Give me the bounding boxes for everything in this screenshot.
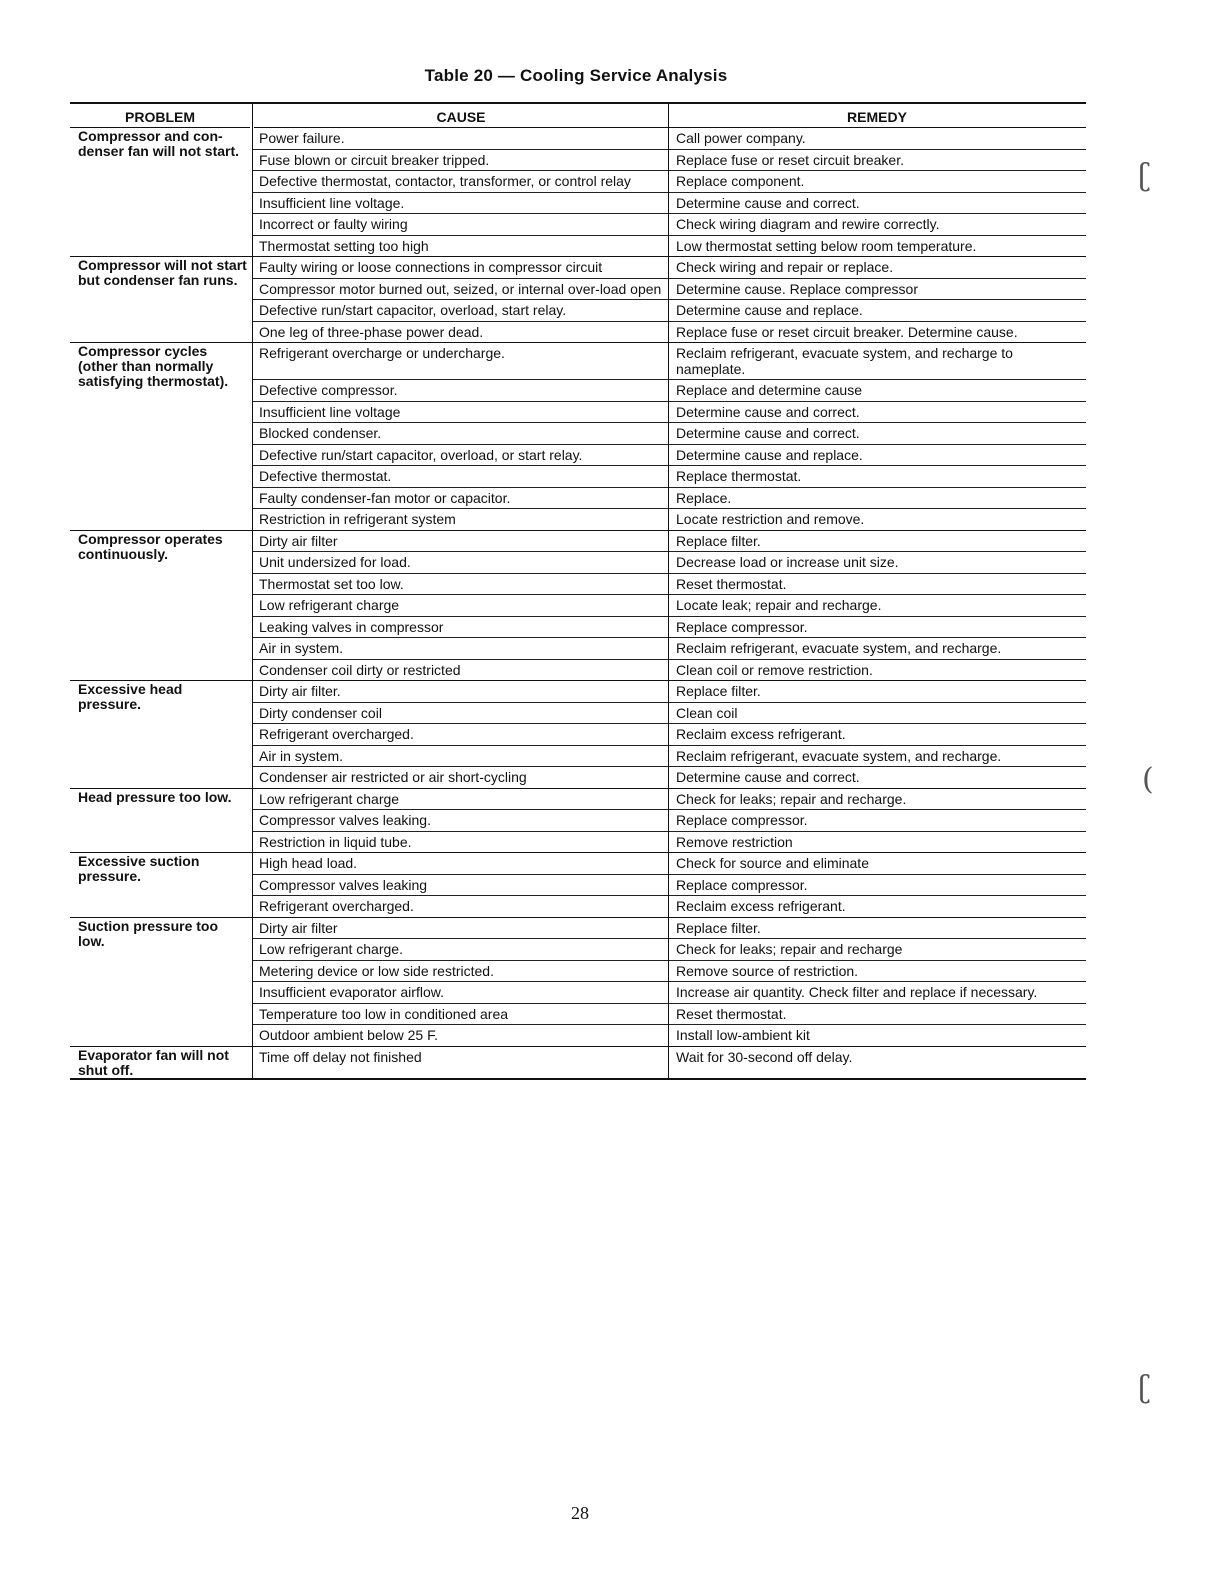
remedy-cell: Low thermostat setting below room temperature. [676,237,977,254]
table-row [252,617,1086,639]
remedy-cell: Replace compressor. [676,618,808,635]
cause-cell: Outdoor ambient below 25 F. [259,1027,438,1043]
cause-cell: Defective run/start capacitor, overload, start relay. [259,302,567,318]
remedy-cell: Determine cause and replace. [676,446,863,463]
remedy-cell: Locate restriction and remove. [676,511,865,527]
problem-group [70,853,1086,918]
remedy-cell: Call power company. [676,130,806,146]
cause-cell: Unit undersized for load. [259,554,411,570]
remedy-cell: Install low-ambient kit [676,1027,810,1043]
cause-cell: Refrigerant overcharged. [259,898,414,914]
table-row [252,322,1086,343]
remedy-cell: Check wiring and repair or replace. [676,259,894,275]
table-row [252,236,1086,257]
table-row [252,810,1086,832]
remedy-cell: Clean coil [676,704,738,721]
cause-cell: Thermostat set too low. [259,575,404,592]
table-row [252,171,1086,193]
remedy-cell: Reclaim refrigerant, evacuate system, and recharge to nameplate. [676,345,1013,377]
cause-cell: Low refrigerant charge. [259,941,403,957]
table-row [252,193,1086,215]
cause-cell: Dirty air filter [259,919,338,936]
table-row [252,380,1086,402]
cause-cell: Defective compressor. [259,382,398,398]
cause-cell: Faulty wiring or loose connections in compressor circuit [259,259,603,275]
cause-cell: One leg of three-phase power dead. [259,323,484,340]
problem-cell: Excessive suction pressure. [78,853,200,884]
cause-cell: Refrigerant overcharge or undercharge. [259,345,505,361]
problem-group [70,128,1086,257]
header-remedy: REMEDY [847,109,907,125]
table-title: Table 20 — Cooling Service Analysis [424,66,728,85]
remedy-cell: Check for source and eliminate [676,855,869,871]
cause-cell: Dirty air filter [259,532,338,549]
cause-cell: Metering device or low side restricted. [259,962,494,979]
cause-cell: Defective run/start capacitor, overload, or start relay. [259,446,583,463]
table-row [252,832,1086,853]
problem-cell: Suction pressure too low. [78,917,219,949]
table-row [252,574,1086,596]
column-divider [668,104,669,1080]
remedy-cell: Remove restriction [676,833,793,850]
cause-cell: Air in system. [259,640,344,656]
cooling-service-table [70,102,1086,1080]
cause-cell: Compressor valves leaking. [259,812,431,828]
table-body [70,128,1086,1080]
problem-cell: Compressor will not start but condenser fan runs. [78,257,247,288]
cause-cell: Insufficient evaporator airflow. [259,984,444,1000]
table-row [252,128,1086,150]
cause-cell: Faulty condenser-fan motor or capacitor. [259,489,511,506]
cause-cell: Air in system. [259,747,344,764]
remedy-cell: Replace fuse or reset circuit breaker. Determine cause. [676,323,1018,340]
remedy-cell: Check for leaks; repair and recharge [676,941,903,957]
cause-cell: Dirty air filter. [259,683,341,699]
remedy-cell: Replace compressor. [676,812,808,828]
problem-group [70,789,1086,854]
remedy-cell: Determine cause and correct. [676,425,860,441]
cause-cell: Restriction in liquid tube. [259,833,412,850]
remedy-cell: Reset thermostat. [676,1005,787,1022]
cause-cell: Refrigerant overcharged. [259,726,414,742]
header-cause: CAUSE [436,109,486,125]
cause-cell: Condenser air restricted or air short-cycling [259,769,527,785]
remedy-cell: Replace thermostat. [676,468,802,484]
table-row [252,1025,1086,1046]
remedy-cell: Reclaim excess refrigerant. [676,898,846,914]
remedy-cell: Replace fuse or reset circuit breaker. [676,151,904,168]
table-row [252,595,1086,617]
table-row [252,214,1086,236]
remedy-cell: Reclaim refrigerant, evacuate system, and recharge. [676,747,1002,764]
table-row [252,257,1086,279]
remedy-cell: Reclaim refrigerant, evacuate system, and recharge. [676,640,1002,656]
table-row [252,343,1086,380]
remedy-cell: Replace filter. [676,919,761,936]
cause-cell: Low refrigerant charge [259,597,400,613]
cause-cell: Low refrigerant charge [259,790,400,807]
table-row [252,150,1086,172]
table-row [252,982,1086,1004]
problem-cell: Excessive head pressure. [78,681,183,712]
remedy-cell: Determine cause and correct. [676,403,860,420]
remedy-cell: Replace filter. [676,532,761,549]
table-row [252,681,1086,703]
remedy-cell: Increase air quantity. Check filter and replace if necessary. [676,984,1038,1000]
cause-cell: Power failure. [259,130,345,146]
remedy-cell: Replace filter. [676,683,761,699]
problem-cell: Compressor and con-denser fan will not start. [78,128,240,159]
table-row [252,552,1086,574]
remedy-cell: Determine cause and replace. [676,302,863,318]
cause-cell: Fuse blown or circuit breaker tripped. [259,151,490,168]
problem-cell: Compressor cycles (other than normally satisfying thermostat). [78,343,229,389]
page-number: 28 [571,1503,589,1523]
remedy-cell: Replace compressor. [676,876,808,893]
remedy-cell: Check wiring diagram and rewire correctly. [676,216,940,232]
table-row [252,638,1086,660]
cause-cell: Blocked condenser. [259,425,382,441]
binder-hole-mark: ( [1142,762,1154,797]
remedy-cell: Check for leaks; repair and recharge. [676,790,907,807]
table-row [252,875,1086,897]
table-row [252,531,1086,553]
problem-cell: Evaporator fan will not shut off. [78,1046,229,1078]
table-row [252,746,1086,768]
table-row [252,853,1086,875]
cause-cell: Compressor motor burned out, seized, or internal over-load open [259,280,662,297]
binder-hole-mark: ʗ [1138,158,1151,193]
remedy-cell: Clean coil or remove restriction. [676,661,873,678]
cause-cell: Incorrect or faulty wiring [259,216,408,232]
table-row [252,789,1086,811]
problem-group [70,257,1086,343]
cause-cell: Thermostat setting too high [259,237,429,254]
cause-cell: Defective thermostat, contactor, transformer, or control relay [259,173,631,189]
table-header [70,102,1086,128]
problem-cell: Head pressure too low. [78,788,232,805]
cause-cell: Compressor valves leaking [259,876,428,893]
cause-cell: Defective thermostat. [259,468,392,484]
problem-group [70,681,1086,789]
remedy-cell: Replace component. [676,173,805,189]
table-row [252,660,1086,681]
remedy-cell: Determine cause. Replace compressor [676,280,918,297]
table-row [252,300,1086,322]
remedy-cell: Wait for 30-second off delay. [676,1048,853,1065]
table-row [252,445,1086,467]
cause-cell: Restriction in refrigerant system [259,511,456,527]
column-divider [252,104,253,1080]
cause-cell: Condenser coil dirty or restricted [259,661,461,678]
remedy-cell: Determine cause and correct. [676,194,860,211]
remedy-cell: Replace. [676,489,732,506]
table-row [252,423,1086,445]
problem-group [70,531,1086,682]
table-row [252,402,1086,424]
table-row [252,767,1086,788]
header-problem: PROBLEM [125,109,195,125]
remedy-cell: Remove source of restriction. [676,962,859,979]
table-row [252,488,1086,510]
remedy-cell: Locate leak; repair and recharge. [676,597,882,613]
binder-hole-mark: ʗ [1138,1370,1151,1405]
remedy-cell: Reclaim excess refrigerant. [676,726,846,742]
remedy-cell: Replace and determine cause [676,382,863,398]
problem-group [70,1047,1086,1080]
problem-group [70,918,1086,1047]
cause-cell: Leaking valves in compressor [259,618,444,635]
table-row [252,896,1086,917]
table-row [252,1047,1086,1068]
table-row [252,1004,1086,1026]
cause-cell: Dirty condenser coil [259,704,382,721]
table-row [252,509,1086,530]
table-row [252,939,1086,961]
remedy-cell: Reset thermostat. [676,575,787,592]
table-row [252,466,1086,488]
cause-cell: Insufficient line voltage. [259,194,405,211]
problem-cell: Compressor operates continuously. [78,530,223,562]
table-row [252,279,1086,301]
problem-group [70,343,1086,531]
table-row [252,918,1086,940]
cause-cell: Insufficient line voltage [259,403,401,420]
cause-cell: High head load. [259,855,358,871]
table-row [252,703,1086,725]
table-row [252,724,1086,746]
table-row [252,961,1086,983]
remedy-cell: Determine cause and correct. [676,769,860,785]
remedy-cell: Decrease load or increase unit size. [676,554,899,570]
cause-cell: Time off delay not finished [259,1048,422,1065]
cause-cell: Temperature too low in conditioned area [259,1005,509,1022]
